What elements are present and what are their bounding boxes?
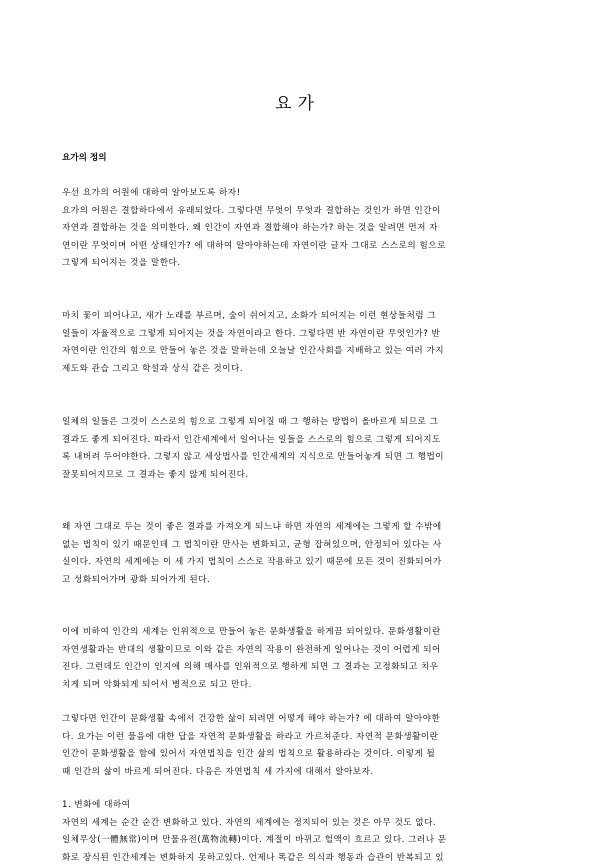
text-line: 그렇게 되어지는 것을 말한다. [62, 258, 181, 269]
text-line: 결과도 좋게 되어진다. 따라서 인간세계에서 일어나는 일들을 스스로의 힘으로 그렇게 되어지도 [62, 434, 441, 445]
paragraph-things [62, 414, 538, 484]
text-line: 화로 장식된 인간세계는 변화하지 못하고있다. 언제나 똑같은 의식과 행동과 습관이 반복되고 있 [62, 852, 445, 863]
text-line: 일체의 일들은 그것이 스스로의 힘으로 그렇게 되어질 때 그 행하는 방법이 올바르게 되므로 그 [62, 417, 439, 427]
text-line: 일들이 자율적으로 그렇게 되어지는 것을 자연이라고 한다. 그렇다면 반 자연이란 무엇인가? 반 [62, 328, 441, 339]
text-line: 우선 요가의 어원에 대하여 알아보도록 하자! [62, 188, 241, 198]
text-line: 없는 법칙이 있기 때문인데 그 법칙이란 만사는 변화되고, 균형 잡혀있으며, 안정되어 있다는 사 [62, 539, 442, 550]
text-line: 고 성화되어가며 광화 되어가게 된다. [62, 574, 211, 585]
text-line: 제도와 관습 그리고 학설과 상식 같은 것이다. [62, 363, 244, 374]
text-line: 인간이 문화생활을 함에 있어서 자연법칙을 인간 삶의 법칙으로 활용하라는 것이다. 이렇게 될 [62, 749, 436, 760]
text-line: 자연생활과는 반대의 생활이므로 이와 같은 자연의 작용이 완전하게 일어나는 것이 어렵게 되어 [62, 644, 441, 655]
paragraph-culture [62, 711, 538, 781]
paragraph-intro [62, 185, 538, 273]
text-line: 이에 비하여 인간의 세계는 인위적으로 만들어 놓은 문화생활을 하게끔 되어있다. 문화생활이란 [62, 627, 441, 637]
text-line: 다. 요가는 이런 물음에 대한 답을 자연적 문화생활을 하라고 가르쳐준다. 자연적 문화생활이란 [62, 731, 439, 742]
text-line: 자연이란 인간의 힘으로 만들어 놓은 것을 말하는데 오늘날 인간사회를 지배하고 있는 여러 가지 [62, 346, 445, 357]
text-line: 때 인간의 삶이 바르게 되어진다. 다음은 자연법칙 세 가지에 대해서 알아보자. [62, 766, 374, 777]
text-line: 치게 되며 악화되게 되어서 병적으로 되고 만다. [62, 679, 252, 690]
text-line: 일체무상(一體無常)이며 만물유전(萬物流轉)이다. 계절이 바뀌고 헐액이 흐르고 있다. 그러나 문 [62, 835, 447, 846]
text-line: 자연과 결합하는 것을 의미한다. 왜 인간이 자연과 결합해야 하는가? 하는 것을 알려면 먼저 자 [62, 223, 438, 234]
text-line: 마치 꽃이 피어나고, 새가 노래를 부르며, 숲이 쉬어지고, 소화가 되어지는 이런 현상들처럼 그 [62, 311, 437, 321]
text-line: 그렇다면 인간이 문화생활 속에서 건강한 삶이 되려면 어떻게 해야 하는가? 에 대하여 알아야한 [62, 714, 441, 724]
text-line: 실이다. 자연의 세계에는 이 세 가지 법칙이 스스로 작용하고 있기 때문에 모든 것이 진화되어가 [62, 557, 442, 568]
text-line: 연이란 무엇이며 어떤 상태인가? 에 대하여 알아야하는데 자연이란 글자 그대로 스스로의 힘으로 [62, 240, 446, 251]
paragraph-nature [62, 308, 538, 378]
section-heading: 요가의 정의 [62, 153, 107, 163]
text-line: 요가의 어원은 결합하다에서 유래되었다. 그렇다면 무엇이 무엇과 결합하는 것인가 하면 인간이 [62, 205, 441, 216]
text-line: 잘못되어지므로 그 결과는 좋지 않게 되어진다. [62, 469, 249, 480]
text-line: 진다. 그런데도 인간이 인지에 의해 매사를 인위적으로 행하게 되면 그 결과는 고정화되고 치우 [62, 662, 439, 673]
paragraph-world [62, 519, 538, 589]
paragraph-human [62, 624, 538, 694]
text-line: 록 내버려 두어야한다. 그렇지 않고 세상법사를 인간세계의 지식으로 만들어놓게 되면 그 행법이 [62, 452, 445, 463]
section-change [62, 797, 538, 867]
document-title: 요가 [275, 94, 320, 114]
text-line: 자연의 세계는 순간 순간 변화하고 있다. 자연의 세계에는 정지되어 있는 것은 아무 것도 없다. [62, 817, 437, 828]
text-line: 왜 자연 그대로 두는 것이 좋은 결과를 가져오게 되느냐 하면 자연의 세계에는 그렇게 할 수밖에 [62, 522, 442, 532]
subsection-heading: 1. 변화에 대하여 [62, 800, 131, 810]
